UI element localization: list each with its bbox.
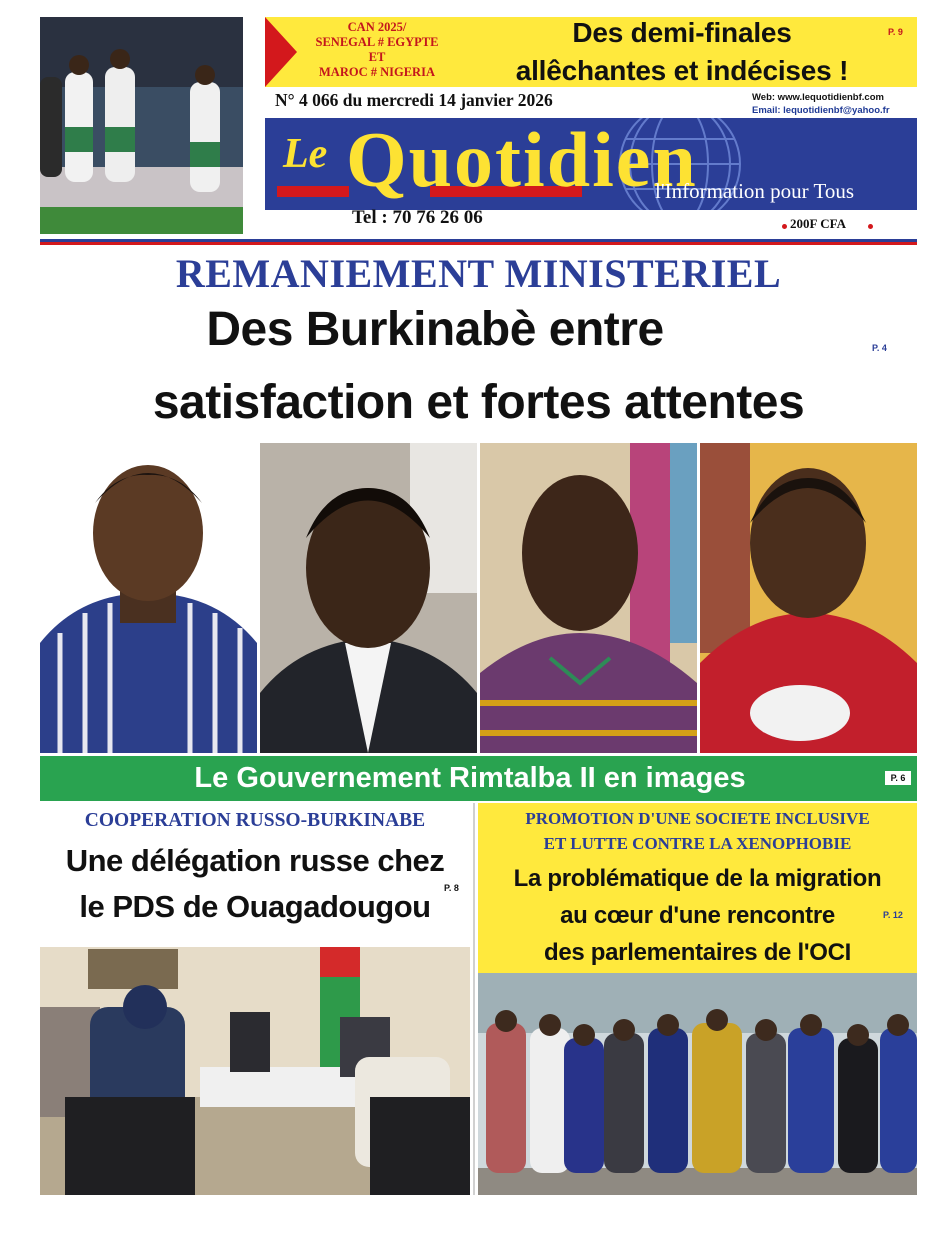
promo-left-line: CAN 2025/ xyxy=(347,20,407,34)
portrait-photo-3 xyxy=(480,443,697,753)
promo-page-ref: P. 9 xyxy=(888,27,903,37)
masthead-tagline: l'Information pour Tous xyxy=(655,179,855,203)
portrait-photo-4 xyxy=(700,443,917,753)
bullet-dot-icon xyxy=(868,224,873,229)
website-link[interactable]: Web: www.lequotidienbf.com xyxy=(752,92,884,103)
gov-page-ref: P. 6 xyxy=(885,771,911,785)
oci-kicker xyxy=(478,806,917,856)
oci-headline-line: La problématique de la migration xyxy=(513,865,882,892)
promo-left-line: MAROC # NIGERIA xyxy=(319,65,435,79)
portrait-photo-2 xyxy=(260,443,477,753)
promo-headline-line: Des demi-finales xyxy=(572,17,792,48)
portrait-photo-1 xyxy=(40,443,257,753)
oci-headline-line: au cœur d'une rencontre xyxy=(560,902,835,929)
oci-kicker-line: ET LUTTE CONTRE LA XENOPHOBIE xyxy=(543,834,852,853)
telephone: Tel : 70 76 26 06 xyxy=(352,207,483,228)
main-headline-line2[interactable]: satisfaction et fortes attentes xyxy=(152,376,805,429)
oci-group-photo xyxy=(478,973,917,1195)
oci-headline-line: des parlementaires de l'OCI xyxy=(543,939,852,966)
gov-band-headline[interactable]: Le Gouvernement Rimtalba II en images xyxy=(194,762,746,794)
bullet-dot-icon xyxy=(782,224,787,229)
main-headline-line1[interactable]: Des Burkinabè entre xyxy=(206,303,664,356)
meeting-photo xyxy=(40,947,470,1195)
coop-page-ref: P. 8 xyxy=(444,883,459,893)
main-kicker: REMANIEMENT MINISTERIEL xyxy=(175,251,782,296)
promo-left-text[interactable] xyxy=(298,20,456,80)
issue-line: N° 4 066 du mercredi 14 janvier 2026 xyxy=(275,90,553,110)
promo-headline-line: allêchantes et indécises ! xyxy=(515,55,849,86)
column-separator xyxy=(473,803,475,1195)
main-page-ref: P. 4 xyxy=(872,343,887,353)
header-rule xyxy=(40,242,917,245)
price: 200F CFA xyxy=(790,216,846,231)
email-link[interactable]: Email: lequotidienbf@yahoo.fr xyxy=(752,105,890,116)
coop-headline-line: le PDS de Ouagadougou xyxy=(79,889,431,924)
oci-headline[interactable] xyxy=(478,860,917,971)
football-photo xyxy=(40,17,243,234)
coop-kicker: COOPERATION RUSSO-BURKINABE xyxy=(84,810,426,831)
oci-kicker-line: PROMOTION D'UNE SOCIETE INCLUSIVE xyxy=(525,809,870,828)
promo-left-line: SENEGAL # EGYPTE xyxy=(315,35,439,49)
masthead-le: Le xyxy=(283,131,328,177)
promo-headline[interactable] xyxy=(452,14,912,90)
promo-left-line: ET xyxy=(368,50,386,64)
oci-page-ref: P. 12 xyxy=(883,910,903,920)
coop-headline-line: Une délégation russe chez xyxy=(65,843,445,878)
promo-arrow-icon xyxy=(265,17,297,87)
masthead-title[interactable]: Quotidien xyxy=(346,116,698,203)
masthead-red-bar xyxy=(277,186,349,197)
coop-headline[interactable] xyxy=(40,838,470,930)
